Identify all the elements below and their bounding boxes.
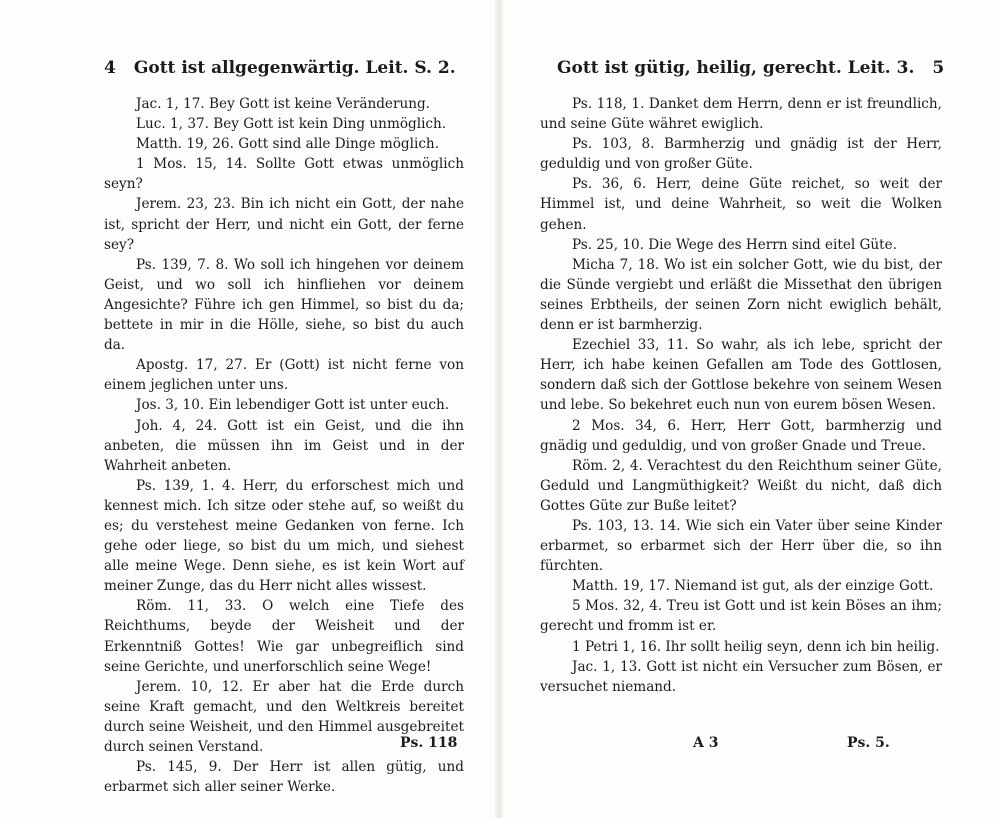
verse: Ps. 103, 8. Barmherzig und gnädig ist der Herr, geduldig und von großer Güte. bbox=[540, 136, 942, 173]
verse: Jerem. 23, 23. Bin ich nicht ein Gott, der nahe ist, spricht der Herr, und nicht ein Gott, der ferne sey? bbox=[104, 196, 464, 253]
verse: Jac. 1, 17. Bey Gott ist keine Veränderung. bbox=[136, 96, 430, 112]
verse: Ps. 139, 7. 8. Wo soll ich hingehen vor deinem Geist, und wo soll ich hinfliehen vor deinem Angesichte? Führe ich gen Himmel, so bist du da; bettete in mir in die Hölle, siehe, so bist du auch da. bbox=[104, 256, 464, 354]
left-page-title: Gott ist allgegenwärtig. Leit. S. 2. bbox=[133, 58, 456, 78]
left-page bbox=[0, 0, 495, 818]
verse: Jac. 1, 13. Gott ist nicht ein Versucher zum Bösen, er versuchet niemand. bbox=[540, 658, 942, 695]
verse: Ps. 118, 1. Danket dem Herrn, denn er ist freundlich, und seine Güte währet ewiglich. bbox=[540, 96, 942, 133]
right-page-header bbox=[557, 58, 957, 84]
verse: Joh. 4, 24. Gott ist ein Geist, und die ihn anbeten, die müssen ihn im Geist und in der Wahrheit anbeten. bbox=[104, 417, 464, 474]
verse: Ps. 139, 1. 4. Herr, du erforschest mich und kennest mich. Ich sitze oder stehe auf, so weißt du es; du verstehest meine Gedanken von ferne. Ich gehe oder liege, so bist du um mich, und siehest alle meine Wege. Denn siehe, es ist kein Wort auf meiner Zunge, das du Herr nicht alles wissest. bbox=[104, 477, 464, 595]
left-page-catchword: Ps. 118 bbox=[400, 735, 458, 751]
verse: Apostg. 17, 27. Er (Gott) ist nicht ferne von einem jeglichen unter uns. bbox=[104, 357, 464, 394]
left-page-header bbox=[104, 58, 464, 84]
verse: 1 Petri 1, 16. Ihr sollt heilig seyn, denn ich bin heilig. bbox=[572, 638, 940, 655]
right-page-number: 5 bbox=[932, 58, 945, 78]
verse: Jerem. 10, 12. Er aber hat die Erde durch seine Kraft gemacht, und den Weltkreis bereitet durch seine Weisheit, und den Himmel ausgebreitet durch seinen Verstand. bbox=[104, 678, 464, 755]
left-page-number: 4 bbox=[104, 58, 116, 78]
verse: Ps. 145, 9. Der Herr ist allen gütig, und erbarmet sich aller seiner Werke. bbox=[104, 759, 464, 796]
right-page-catchword: Ps. 5. bbox=[847, 735, 890, 751]
right-page-signature: A 3 bbox=[693, 735, 719, 751]
right-page-body bbox=[540, 94, 942, 697]
verse: Röm. 11, 33. O welch eine Tiefe des Reichthums, beyde der Weisheit und der Erkenntniß Gottes! Wie gar unbegreiflich sind seine Gerichte, und unerforschlich seine Wege! bbox=[104, 598, 464, 675]
verse: 1 Mos. 15, 14. Sollte Gott etwas unmöglich seyn? bbox=[104, 156, 464, 193]
verse: 2 Mos. 34, 6. Herr, Herr Gott, barmherzig und gnädig und geduldig, und von großer Gnade und Treue. bbox=[540, 417, 942, 454]
right-page-title: Gott ist gütig, heilig, gerecht. Leit. 3. bbox=[557, 58, 915, 78]
verse: Luc. 1, 37. Bey Gott ist kein Ding unmöglich. bbox=[136, 116, 447, 133]
verse: Jos. 3, 10. Ein lebendiger Gott ist unter euch. bbox=[136, 397, 450, 414]
verse: Röm. 2, 4. Verachtest du den Reichthum seiner Güte, Geduld und Langmüthigkeit? Weißt du nicht, daß dich Gottes Güte zur Buße leitet? bbox=[540, 457, 942, 514]
verse: Matth. 19, 26. Gott sind alle Dinge möglich. bbox=[136, 136, 440, 153]
book-gutter bbox=[495, 0, 503, 818]
verse: Matth. 19, 17. Niemand ist gut, als der einzige Gott. bbox=[572, 578, 934, 595]
verse: 5 Mos. 32, 4. Treu ist Gott und ist kein Böses an ihm; gerecht und fromm ist er. bbox=[540, 598, 942, 635]
verse: Ps. 36, 6. Herr, deine Güte reichet, so weit der Himmel ist, und deine Wahrheit, so weit die Wolken gehen. bbox=[540, 176, 942, 233]
left-page-body bbox=[104, 94, 464, 797]
verse: Micha 7, 18. Wo ist ein solcher Gott, wie du bist, der die Sünde vergiebt und erläßt die Missethat den übrigen seines Erbtheils, der seinen Zorn nicht ewiglich behält, denn er ist barmherzig. bbox=[540, 256, 942, 334]
verse: Ezechiel 33, 11. So wahr, als ich lebe, spricht der Herr, ich habe keinen Gefallen am Tode des Gottlosen, sondern daß sich der Gottlose bekehre von seinem Wesen und lebe. So bekehret euch nun von eurem bösen Wesen. bbox=[540, 337, 942, 414]
verse: Ps. 103, 13. 14. Wie sich ein Vater über seine Kinder erbarmet, so erbarmet sich der Herr über die, so ihn fürchten. bbox=[540, 517, 942, 575]
verse: Ps. 25, 10. Die Wege des Herrn sind eitel Güte. bbox=[572, 236, 897, 253]
right-page bbox=[503, 0, 1000, 818]
